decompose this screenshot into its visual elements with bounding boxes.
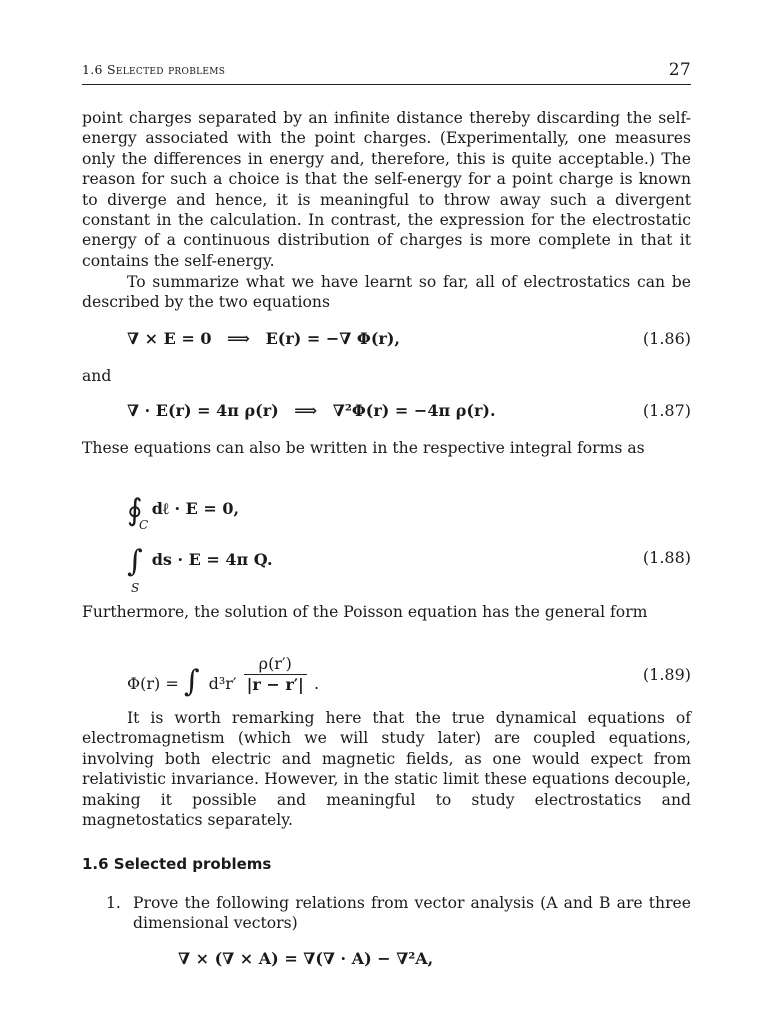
equation-1-89-body bbox=[127, 652, 320, 699]
equation-1-86-rhs: E(r) = −∇ Φ(r), bbox=[265, 329, 400, 348]
equation-1-87-number: (1.87) bbox=[642, 401, 691, 420]
equation-1-89-fraction bbox=[244, 654, 307, 695]
volume-integral-icon: ∫ bbox=[183, 664, 200, 699]
problem-1-equation bbox=[82, 946, 691, 974]
equation-1-89-tail: . bbox=[313, 674, 320, 693]
equation-1-89 bbox=[82, 652, 691, 698]
problem-1-text: Prove the following relations from vector analysis (A and B are three dimensional vectors) bbox=[133, 894, 691, 933]
header-rule bbox=[82, 84, 691, 85]
equation-1-89-measure: d³r′ bbox=[208, 674, 237, 693]
section-heading: 1.6 Selected problems bbox=[82, 855, 272, 873]
problem-1-marker: 1. bbox=[106, 894, 121, 912]
equation-1-88-line2 bbox=[82, 543, 691, 595]
document-page bbox=[82, 0, 691, 1024]
equation-1-88-line1-expr: dℓ · E = 0, bbox=[151, 499, 240, 518]
equation-1-87-body bbox=[127, 398, 496, 424]
equation-1-89-denominator: |r − r′| bbox=[246, 675, 304, 694]
equation-1-86 bbox=[82, 326, 691, 354]
running-head-section: 1.6 Selected problems bbox=[82, 62, 226, 77]
equation-1-87-rhs: ∇²Φ(r) = −4π ρ(r). bbox=[332, 401, 496, 420]
paragraph-summary: To summarize what we have learnt so far, all of electrostatics can be described by the two equations bbox=[82, 273, 691, 312]
word-and: and bbox=[82, 367, 112, 385]
equation-1-88-line2-expr: ds · E = 4π Q. bbox=[151, 550, 273, 569]
equation-1-89-lhs: Φ(r) = bbox=[127, 674, 179, 693]
equation-1-88-number: (1.88) bbox=[642, 548, 691, 567]
surface-integral-icon: ∫ bbox=[127, 544, 143, 579]
contour-integral-icon: ∮ bbox=[127, 493, 143, 528]
equation-1-86-number: (1.86) bbox=[642, 329, 691, 348]
equation-1-87-lhs: ∇ · E(r) = 4π ρ(r) bbox=[127, 401, 279, 420]
equation-1-87-arrow: ⟹ bbox=[294, 401, 318, 420]
paragraph-poisson: Furthermore, the solution of the Poisson equation has the general form bbox=[82, 603, 648, 621]
equation-1-88-line1-body bbox=[127, 492, 240, 532]
equation-1-88-sub-s: S bbox=[131, 581, 140, 595]
equation-1-88-sub-c: C bbox=[139, 518, 149, 532]
equation-1-89-number: (1.89) bbox=[642, 665, 691, 684]
equation-1-88-line1 bbox=[82, 492, 691, 532]
paragraph-remark: It is worth remarking here that the true dynamical equations of electromagnetism (which we will study later) are coupled equations, involving both electric and magnetic fields, as one would expect from relativistic invariance. However, in the static limit these equations decouple, making it possible and meaningful to study electrostatics and magnetostatics separately. bbox=[82, 709, 691, 830]
equation-1-86-arrow: ⟹ bbox=[227, 329, 250, 348]
paragraph-integral-forms: These equations can also be written in the respective integral forms as bbox=[82, 439, 645, 457]
equation-1-88-line2-body bbox=[127, 543, 273, 595]
equation-1-86-body bbox=[127, 326, 400, 352]
problem-1-equation-body: ∇ × (∇ × A) = ∇(∇ · A) − ∇²A, bbox=[178, 949, 434, 968]
paragraph-self-energy: point charges separated by an infinite distance thereby discarding the self-energy associated with the point charges. (Experimentally, one measures only the differences in energy and, therefore, this is quite acceptable.) The reason for such a choice is that the self-energy for a point charge is known to diverge and hence, it is meaningful to throw away such a divergent constant in the calculation. In contrast, the expression for the electrostatic energy of a continuous distribution of charges is more complete in that it contains the self-energy. bbox=[82, 109, 691, 270]
problem-item-1 bbox=[106, 893, 691, 934]
equation-1-86-lhs: ∇ × E = 0 bbox=[127, 329, 212, 348]
running-head bbox=[82, 62, 691, 84]
equation-1-87 bbox=[82, 398, 691, 426]
page-number: 27 bbox=[668, 60, 691, 80]
equation-1-89-numerator: ρ(r′) bbox=[244, 654, 307, 675]
